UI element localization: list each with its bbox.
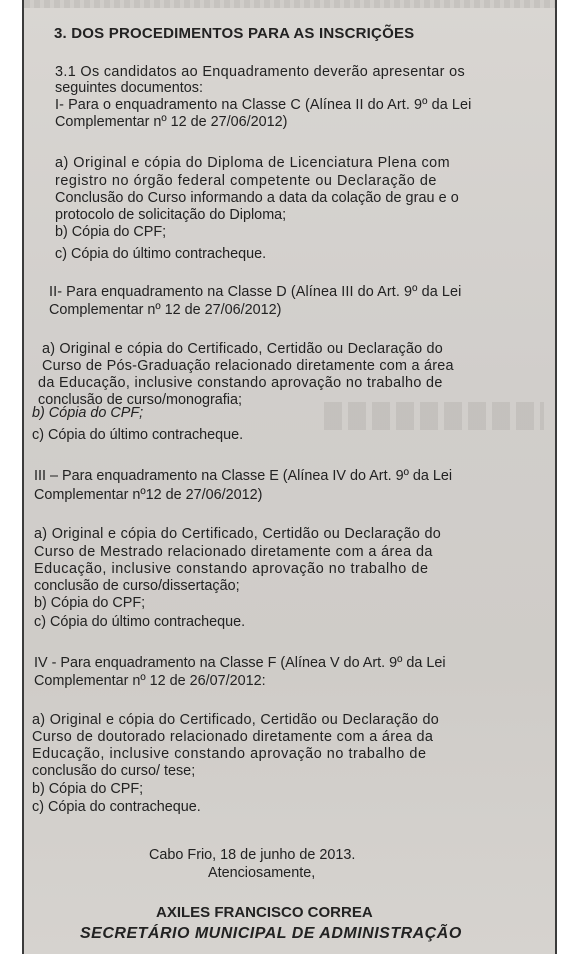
closing: Atenciosamente, [208,865,316,881]
text-line-32: conclusão do curso/ tese; [32,763,196,779]
text-line-11: II- Para enquadramento na Classe D (Alínea III do Art. 9º da Lei [49,284,462,300]
signatory-name: AXILES FRANCISCO CORREA [156,904,373,921]
text-line-2: seguintes documentos: [55,80,203,96]
text-line-31: Educação, inclusive constando aprovação no trabalho de [32,746,427,762]
text-line-21: a) Original e cópia do Certificado, Certidão ou Declaração do [34,526,442,542]
text-line-34: c) Cópia do contracheque. [32,799,201,815]
text-line-14: Curso de Pós-Graduação relacionado diretamente com a área [42,358,454,374]
text-line-33: b) Cópia do CPF; [32,781,144,797]
text-line-18: c) Cópia do último contracheque. [32,427,244,443]
signatory-title: SECRETÁRIO MUNICIPAL DE ADMINISTRAÇÃO [80,925,462,942]
text-line-20: Complementar nº12 de 27/06/2012) [34,487,263,503]
text-line-26: c) Cópia do último contracheque. [34,614,246,630]
text-line-6: registro no órgão federal competente ou Declaração de [55,173,437,189]
text-line-5: a) Original e cópia do Diploma de Licenciatura Plena com [55,155,451,171]
text-line-30: Curso de doutorado relacionado diretamente com a área da [32,729,434,745]
text-line-17: b) Cópia do CPF; [32,405,144,421]
text-line-13: a) Original e cópia do Certificado, Certidão ou Declaração do [42,341,443,357]
text-line-22: Curso de Mestrado relacionado diretamente com a área da [34,544,433,560]
section-heading: 3. DOS PROCEDIMENTOS PARA AS INSCRIÇÕES [54,25,415,42]
text-line-24: conclusão de curso/dissertação; [34,578,240,594]
torn-top-edge [24,0,555,8]
text-line-19: III – Para enquadramento na Classe E (Alínea IV do Art. 9º da Lei [34,468,453,484]
text-line-3: I- Para o enquadramento na Classe C (Alínea II do Art. 9º da Lei [55,97,472,113]
text-line-8: protocolo de solicitação do Diploma; [55,207,287,223]
text-line-27: IV - Para enquadramento na Classe F (Alínea V do Art. 9º da Lei [34,655,446,671]
text-line-7: Conclusão do Curso informando a data da colação de grau e o [55,190,459,206]
text-line-10: c) Cópia do último contracheque. [55,246,267,262]
text-line-12: Complementar nº 12 de 27/06/2012) [49,302,282,318]
text-line-9: b) Cópia do CPF; [55,224,167,240]
text-line-28: Complementar nº 12 de 26/07/2012: [34,673,266,689]
text-line-1: 3.1 Os candidatos ao Enquadramento deverão apresentar os [55,64,466,80]
text-line-25: b) Cópia do CPF; [34,595,146,611]
text-line-4: Complementar nº 12 de 27/06/2012) [55,114,288,130]
text-line-29: a) Original e cópia do Certificado, Certidão ou Declaração do [32,712,440,728]
text-line-16: conclusão de curso/monografia; [38,392,242,408]
show-through-smudge [324,402,544,430]
text-line-15: da Educação, inclusive constando aprovação no trabalho de [38,375,443,391]
newspaper-clipping [22,0,557,954]
place-date: Cabo Frio, 18 de junho de 2013. [149,847,356,863]
text-line-23: Educação, inclusive constando aprovação no trabalho de [34,561,429,577]
